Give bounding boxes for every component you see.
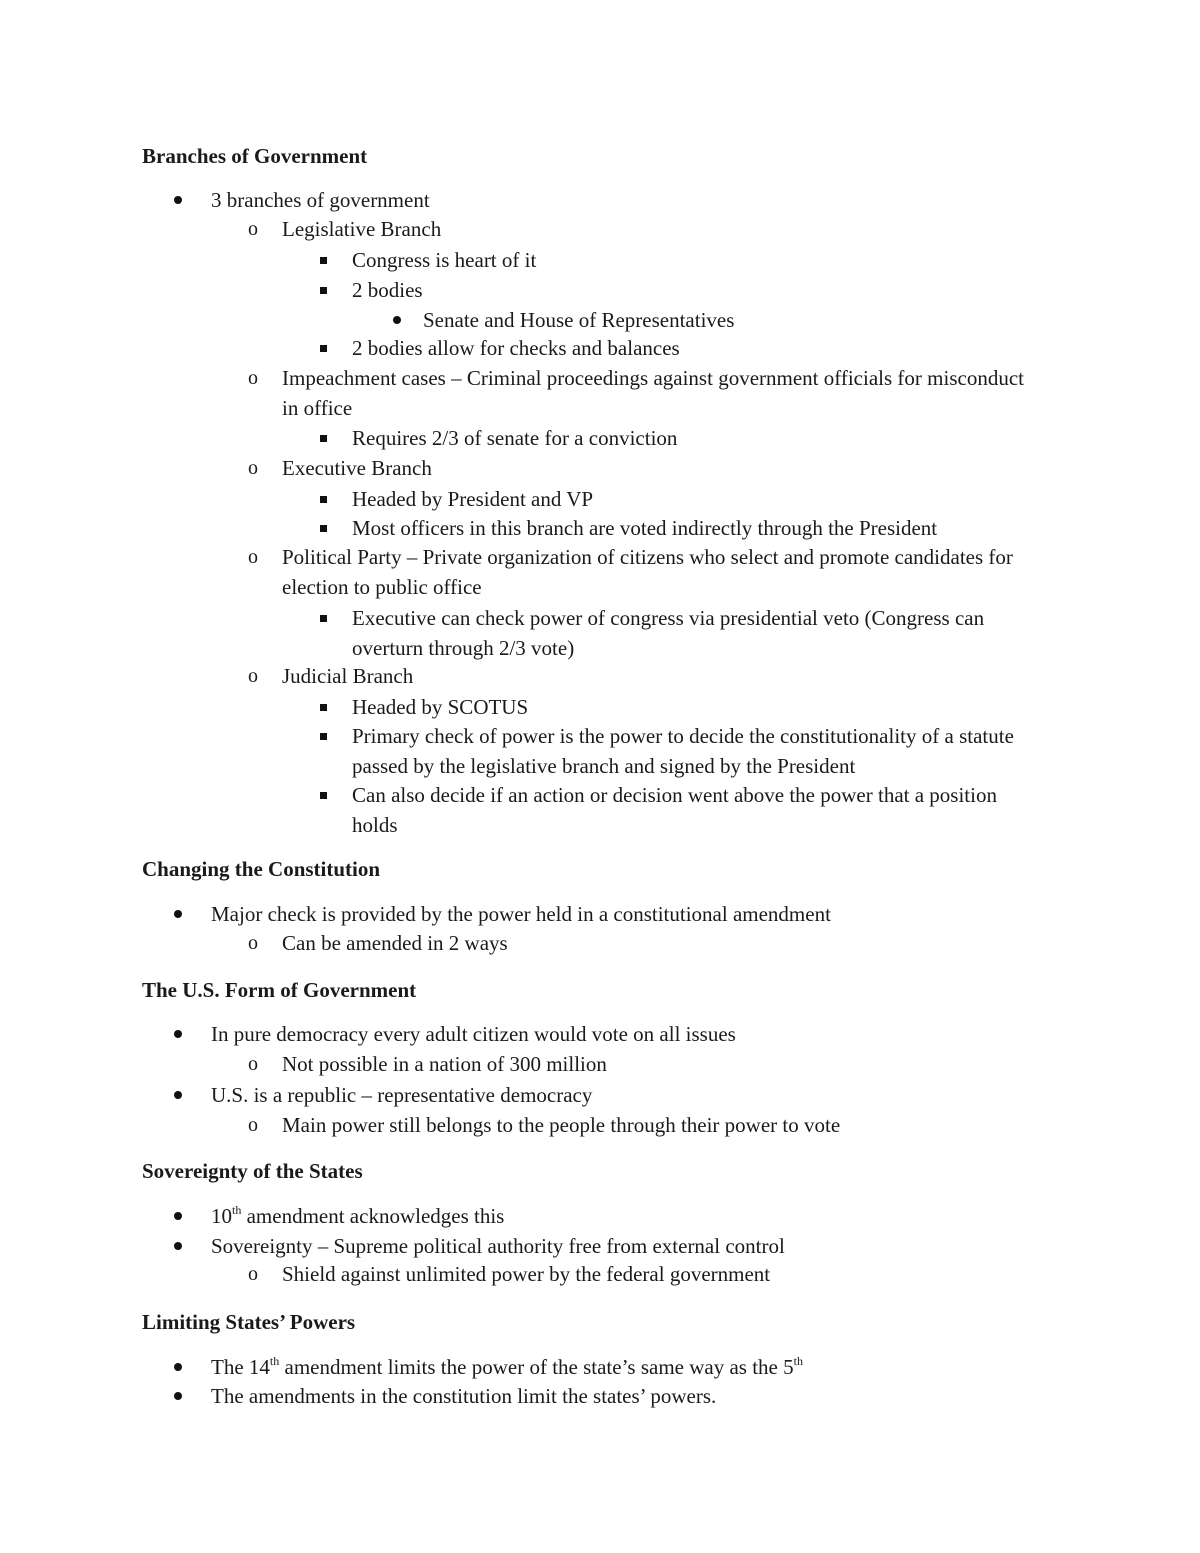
list-item: o Legislative Branch xyxy=(282,214,1042,244)
list-item: Congress is heart of it xyxy=(352,248,537,272)
bullet-circle-icon: o xyxy=(248,367,258,389)
section-heading: Branches of Government xyxy=(142,144,368,168)
list-item: Headed by SCOTUS xyxy=(352,695,529,719)
bullet-circle-icon: o xyxy=(248,218,258,240)
list-item: The amendments in the constitution limit the states’ powers. xyxy=(211,1384,717,1408)
list-item: Major check is provided by the power held in a constitutional amendment xyxy=(211,902,831,926)
list-item: o Main power still belongs to the people through their power to vote xyxy=(282,1110,1042,1140)
list-item: Sovereignty – Supreme political authority free from external control xyxy=(211,1234,785,1258)
list-item: Senate and House of Representatives xyxy=(423,308,735,332)
list-item: 2 bodies allow for checks and balances xyxy=(352,336,680,360)
list-item: Primary check of power is the power to decide the constitutionality of a statute passed by the legislative branch and signed by the President xyxy=(352,724,1020,778)
section-heading: The U.S. Form of Government xyxy=(142,978,417,1002)
list-item: o Executive Branch xyxy=(282,453,1042,483)
bullet-circle-icon: o xyxy=(248,1114,258,1136)
list-item: 10th amendment acknowledges this xyxy=(211,1203,505,1228)
list-item: U.S. is a republic – representative democracy xyxy=(211,1083,593,1107)
list-item: o Can be amended in 2 ways xyxy=(282,928,1042,958)
list-item: Executive can check power of congress via presidential veto (Congress can overturn through 2/3 vote) xyxy=(352,606,990,660)
section-heading: Sovereignty of the States xyxy=(142,1159,363,1183)
list-item: Requires 2/3 of senate for a conviction xyxy=(352,426,678,450)
list-item: o Judicial Branch xyxy=(282,661,1042,691)
list-item: Headed by President and VP xyxy=(352,487,594,511)
list-item: In pure democracy every adult citizen would vote on all issues xyxy=(211,1022,736,1046)
list-item: o Impeachment cases – Criminal proceedings against government officials for misconduct in office xyxy=(282,363,1042,423)
list-item: 3 branches of government xyxy=(211,188,430,212)
list-item: o Not possible in a nation of 300 million xyxy=(282,1049,1042,1079)
bullet-circle-icon: o xyxy=(248,932,258,954)
list-item: o Shield against unlimited power by the federal government xyxy=(282,1259,1042,1289)
bullet-circle-icon: o xyxy=(248,1263,258,1285)
section-heading: Changing the Constitution xyxy=(142,857,381,881)
list-item: 2 bodies xyxy=(352,278,423,302)
bullet-circle-icon: o xyxy=(248,457,258,479)
list-item: The 14th amendment limits the power of the state’s same way as the 5th xyxy=(211,1354,803,1379)
list-item: Can also decide if an action or decision went above the power that a position holds xyxy=(352,783,1003,837)
bullet-circle-icon: o xyxy=(248,1053,258,1075)
list-item: o Political Party – Private organization of citizens who select and promote candidates for election to public office xyxy=(282,542,1042,602)
bullet-circle-icon: o xyxy=(248,546,258,568)
section-heading: Limiting States’ Powers xyxy=(142,1310,356,1334)
bullet-circle-icon: o xyxy=(248,665,258,687)
list-item: Most officers in this branch are voted indirectly through the President xyxy=(352,516,938,540)
